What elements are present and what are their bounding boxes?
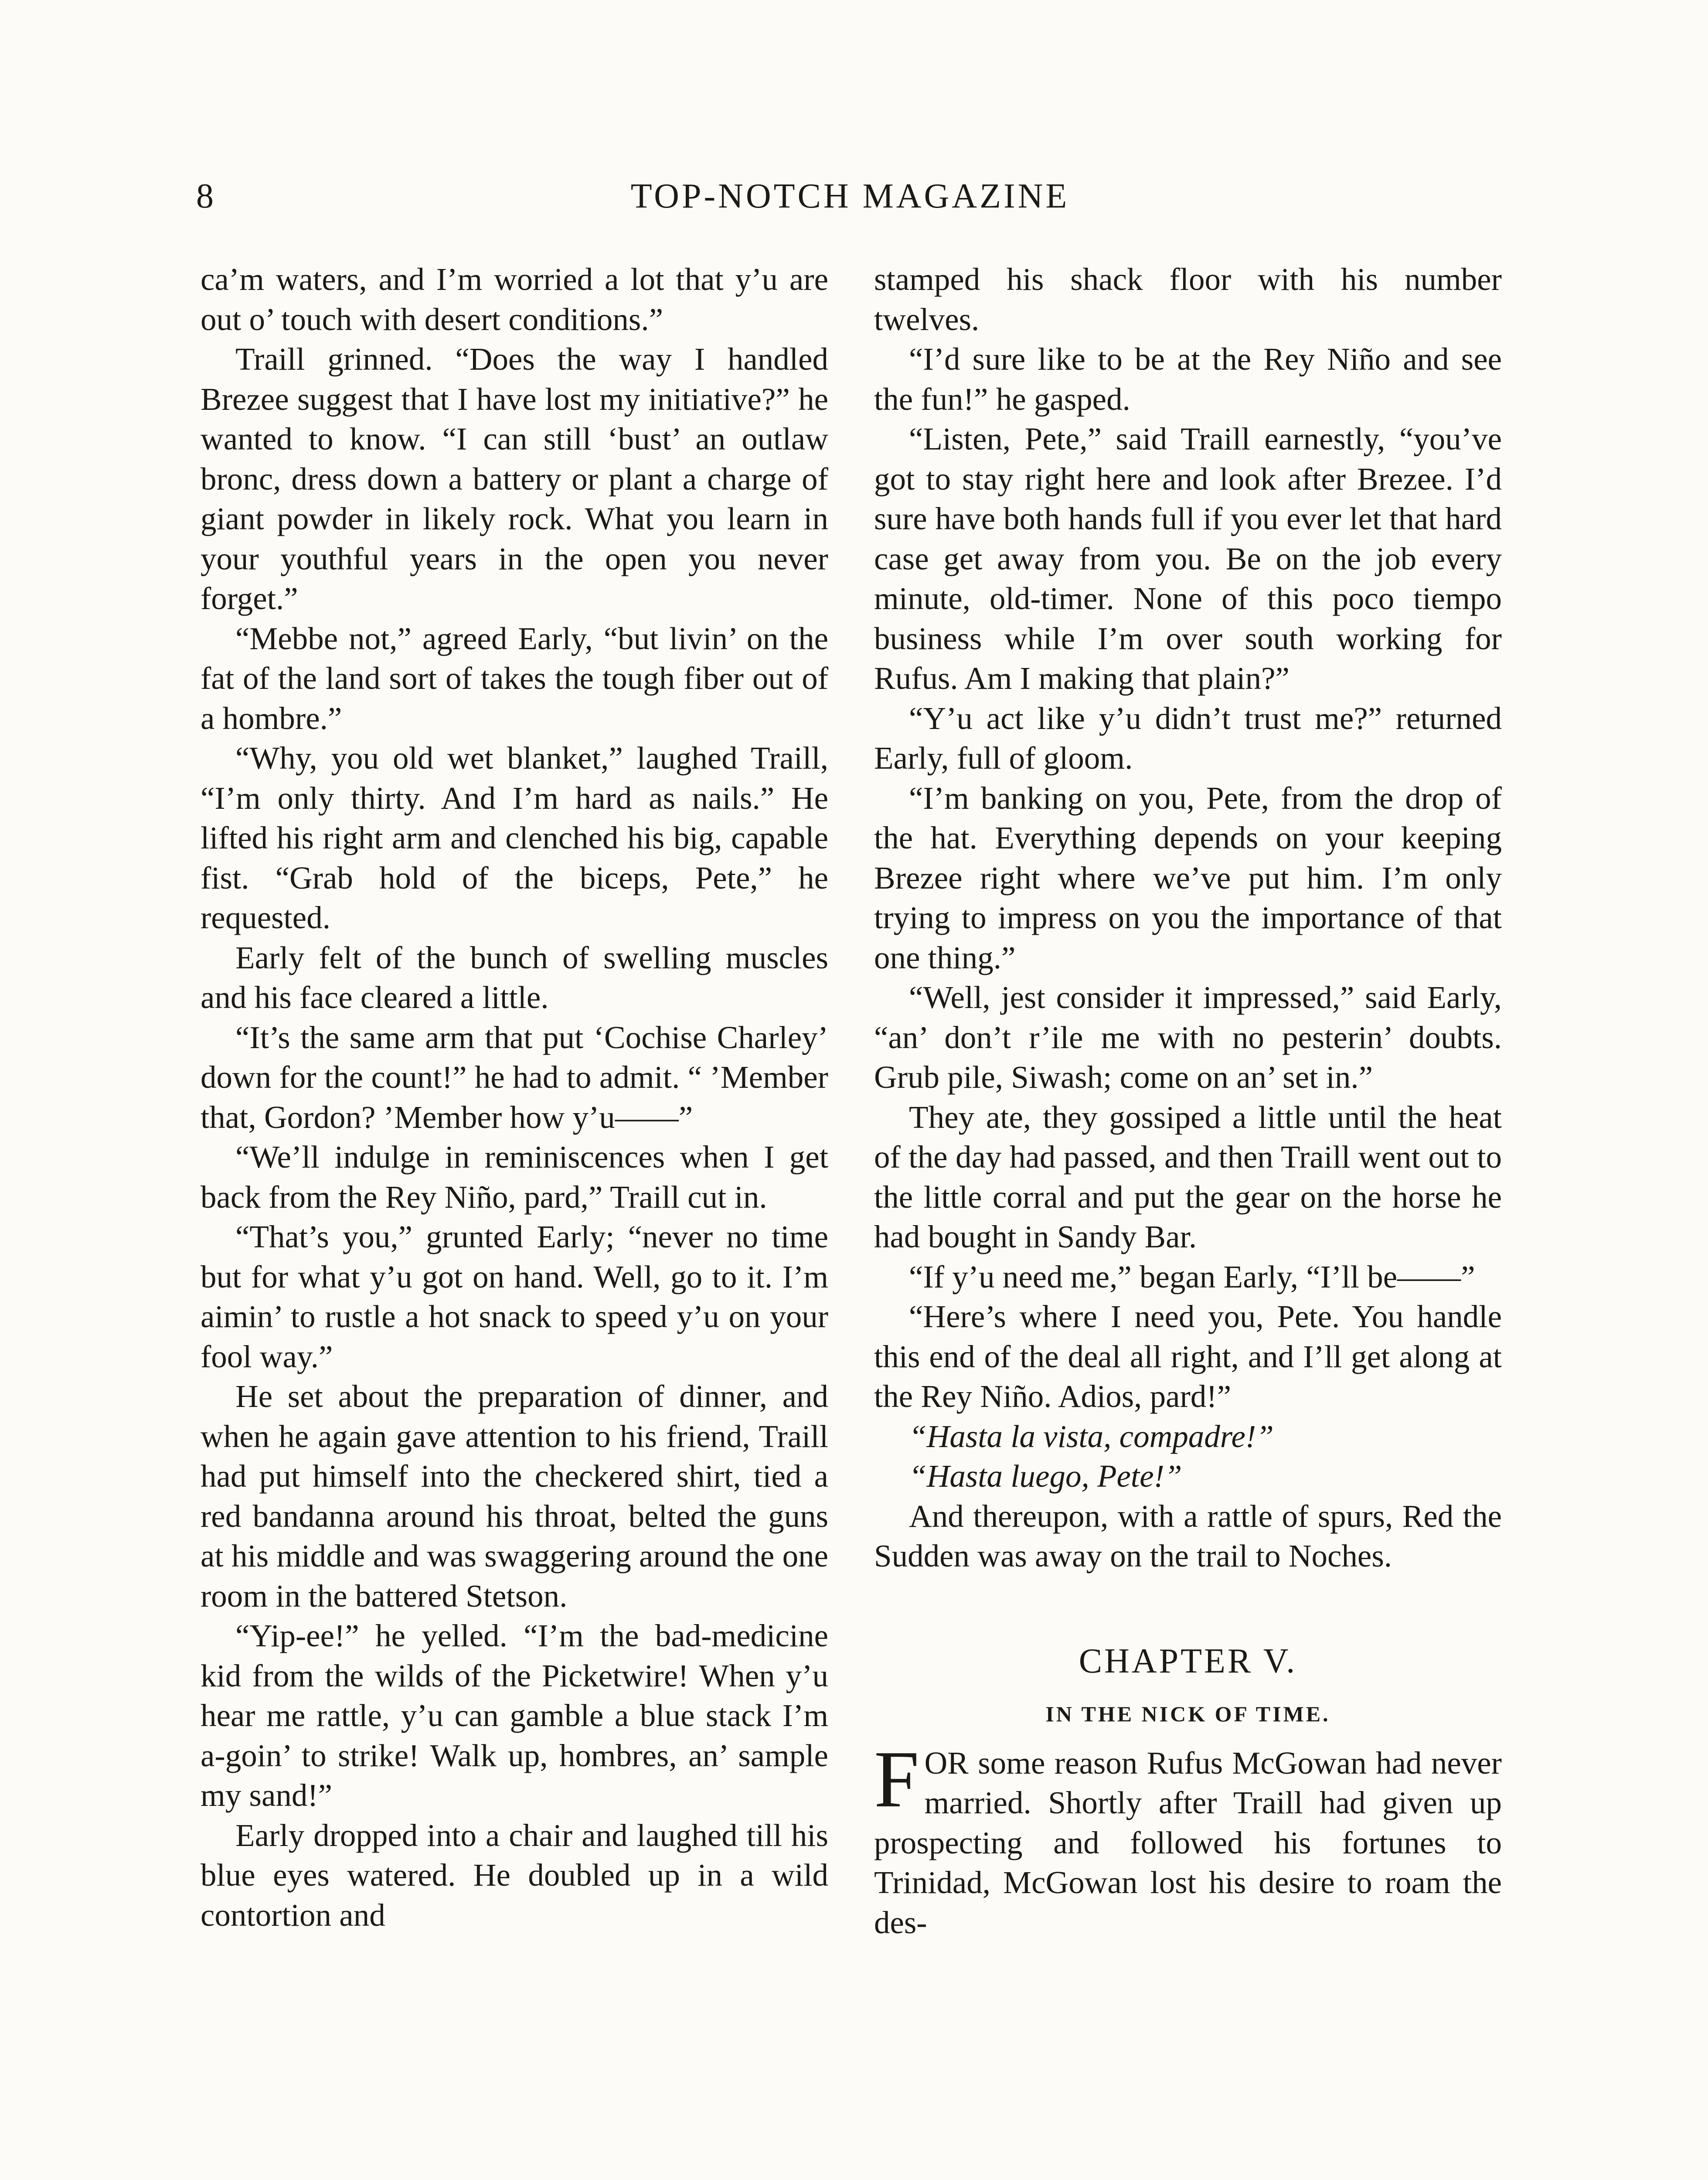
paragraph: Early felt of the bunch of swelling muscles and his face cleared a little. [201,940,828,1015]
page-number: 8 [196,177,214,215]
paragraph: “Mebbe not,” agreed Early, “but livin’ on the fat of the land sort of takes the tough fiber out of a hombre.” [201,620,828,736]
chapter-subtitle: IN THE NICK OF TIME. [1045,1702,1330,1726]
right-column [874,259,1502,1942]
chapter-heading: CHAPTER V. [1079,1642,1297,1680]
paragraph: stamped his shack floor with his number twelves. [874,262,1502,337]
drop-cap: F [874,1734,919,1824]
paragraph: “Y’u act like y’u didn’t trust me?” returned Early, full of gloom. [874,700,1502,776]
paragraph: “We’ll indulge in reminiscences when I get back from the Rey Niño, pard,” Traill cut in. [201,1139,828,1215]
chapter-first-text: OR some reason Rufus McGowan had never married. Shortly after Traill had given up prospecting and followed his fortunes to Trinidad, McGowan lost his desire to roam the des- [874,1745,1502,1940]
paragraph: “I’m banking on you, Pete, from the drop of the hat. Everything depends on your keeping Brezee right where we’ve put him. I’m only trying to impress on you the importance of that one thing.” [874,780,1502,975]
paragraph: “It’s the same arm that put ‘Cochise Charley’ down for the count!” he had to admit. “ ’Member that, Gordon? ’Member how y’u——” [201,1019,828,1135]
paragraph: “Why, you old wet blanket,” laughed Traill, “I’m only thirty. And I’m hard as nails.” He lifted his right arm and clenched his big, capable fist. “Grab hold of the biceps, Pete,” he requested. [201,740,828,935]
paragraph: “If y’u need me,” began Early, “I’ll be——” [909,1259,1475,1294]
paragraph: And thereupon, with a rattle of spurs, Red the Sudden was away on the trail to Noches. [874,1498,1502,1574]
paragraph: “That’s you,” grunted Early; “never no time but for what y’u got on hand. Well, go to it. I’m aimin’ to rustle a hot snack to speed y’u on your fool way.” [201,1219,828,1374]
left-column [201,259,828,1935]
paragraph: Traill grinned. “Does the way I handled Brezee suggest that I have lost my initiative?” he wanted to know. “I can still ‘bust’ an outlaw bronc, dress down a battery or plant a charge of giant powder in likely rock. What you learn in your youthful years in the open you never forget.” [201,341,828,616]
page-header [196,177,1504,225]
paragraph: “Yip-ee!” he yelled. “I’m the bad-medicine kid from the wilds of the Picketwire! When y’u hear me rattle, y’u can gamble a blue stack I’m a-goin’ to strike! Walk up, hombres, an’ sample my sand!” [201,1618,828,1813]
paragraph: “Hasta la vista, compadre!” [909,1418,1274,1454]
chapter-first-paragraph [874,1734,1502,1943]
paragraph: Early dropped into a chair and laughed till his blue eyes watered. He doubled up in a wild contortion and [201,1817,828,1933]
paragraph: “I’d sure like to be at the Rey Niño and see the fun!” he gasped. [874,341,1502,417]
paragraph: “Here’s where I need you, Pete. You handle this end of the deal all right, and I’ll get along at the Rey Niño. Adios, pard!” [874,1299,1502,1414]
paragraph: “Well, jest consider it impressed,” said Early, “an’ don’t r’ile me with no pesterin’ doubts. Grub pile, Siwash; come on an’ set in.” [874,980,1502,1095]
paragraph: ca’m waters, and I’m worried a lot that y’u are out o’ touch with desert conditions.” [201,262,828,337]
running-head: TOP-NOTCH MAGAZINE [630,177,1070,215]
paragraph: “Hasta luego, Pete!” [909,1458,1182,1494]
paragraph: They ate, they gossiped a little until the heat of the day had passed, and then Traill went out to the little corral and put the gear on the horse he had bought in Sandy Bar. [874,1099,1502,1254]
paragraph: He set about the preparation of dinner, and when he again gave attention to his friend, Traill had put himself into the checkered shirt, tied a red bandanna around his throat, belted the guns at his middle and was swaggering around the one room in the battered Stetson. [201,1379,828,1614]
paragraph: “Listen, Pete,” said Traill earnestly, “you’ve got to stay right here and look after Brezee. I’d sure have both hands full if you ever let that hard case get away from you. Be on the job every minute, old-timer. None of this poco tiempo business while I’m over south working for Rufus. Am I making that plain?” [874,421,1502,696]
